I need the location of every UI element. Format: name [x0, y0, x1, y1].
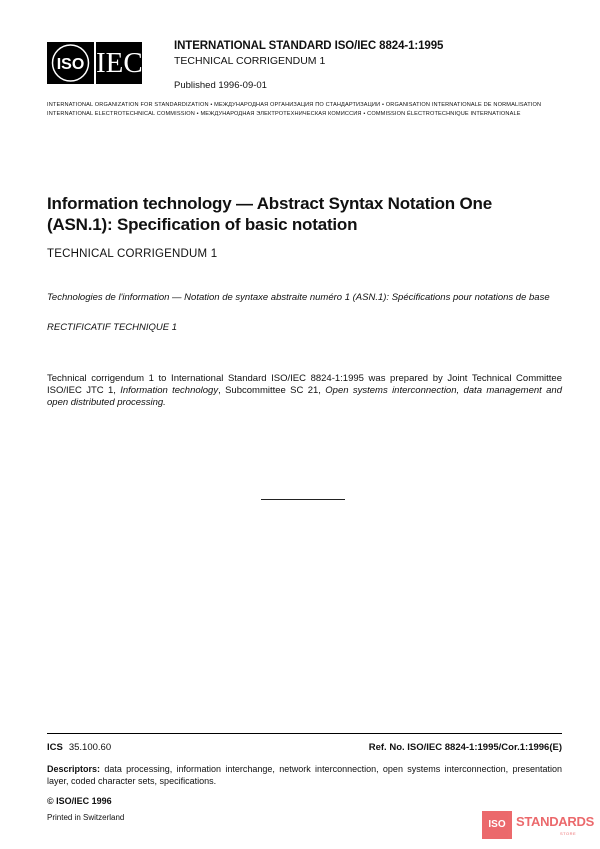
- standard-title: INTERNATIONAL STANDARD ISO/IEC 8824-1:1995: [174, 40, 444, 52]
- ics-code: [47, 742, 111, 753]
- footer-rule: [47, 733, 562, 734]
- ics-label: ICS: [47, 742, 63, 753]
- body-text-4: Open systems interconnection, data management and open distributed processing.: [47, 385, 562, 408]
- document-title-line-1: Information technology — Abstract Syntax Notation One: [47, 194, 492, 213]
- iso-logo-text: ISO: [56, 56, 85, 73]
- copyright: © ISO/IEC 1996: [47, 796, 112, 806]
- french-title: Technologies de l'information — Notation de syntaxe abstraite numéro 1 (ASN.1): Spécifications pour notations de base: [47, 292, 550, 303]
- watermark-text: STANDARDS: [516, 814, 594, 829]
- descriptors-text: data processing, information interchange, network interconnection, open systems interconnection, presentation layer, coded character sets, specifications.: [47, 764, 562, 786]
- standard-subtitle: TECHNICAL CORRIGENDUM 1: [174, 55, 326, 67]
- document-title: [47, 193, 567, 235]
- body-text-1: Technical corrigendum 1 to International Standard ISO/IEC 8824-1:1995 was prepared by Joint Technical Committee ISO/IEC JTC 1,: [47, 373, 562, 396]
- iec-logo: IEC: [96, 42, 142, 84]
- body-text-2: Information technology: [120, 385, 219, 396]
- watermark-small-text: STORE: [560, 831, 577, 836]
- descriptors-label: Descriptors:: [47, 764, 101, 774]
- document-title-line-2: (ASN.1): Specification of basic notation: [47, 215, 358, 234]
- organization-line-1: INTERNATIONAL ORGANIZATION FOR STANDARDIZATION • МЕЖДУНАРОДНАЯ ОРГАНИЗАЦИЯ ПО СТАНДАРТИЗАЦИИ • ORGANISATION INTERNATIONALE DE NORMALISATION: [47, 102, 542, 108]
- body-paragraph: [47, 373, 562, 409]
- reference-number: Ref. No. ISO/IEC 8824-1:1995/Cor.1:1996(E): [368, 742, 562, 753]
- iso-logo-graphic: [47, 42, 94, 84]
- watermark-badge: ISO: [482, 811, 512, 839]
- standards-store-watermark: [482, 811, 596, 839]
- body-text-3: , Subcommittee SC 21,: [218, 385, 326, 396]
- ics-value: 35.100.60: [68, 742, 112, 753]
- iso-logo: [47, 42, 94, 84]
- corrigendum-fr: RECTIFICATIF TECHNIQUE 1: [47, 322, 178, 333]
- organization-line-2: INTERNATIONAL ELECTROTECHNICAL COMMISSION • МЕЖДУНАРОДНАЯ ЭЛЕКТРОТЕХНИЧЕСКАЯ КОМИССИЯ • COMMISSION ÉLECTROTECHNIQUE INTERNATIONALE: [47, 111, 521, 117]
- published-date: Published 1996-09-01: [174, 80, 267, 91]
- corrigendum-en: TECHNICAL CORRIGENDUM 1: [47, 248, 218, 260]
- descriptors: [47, 764, 562, 787]
- separator-rule: [261, 499, 345, 500]
- printed-in: Printed in Switzerland: [47, 813, 125, 822]
